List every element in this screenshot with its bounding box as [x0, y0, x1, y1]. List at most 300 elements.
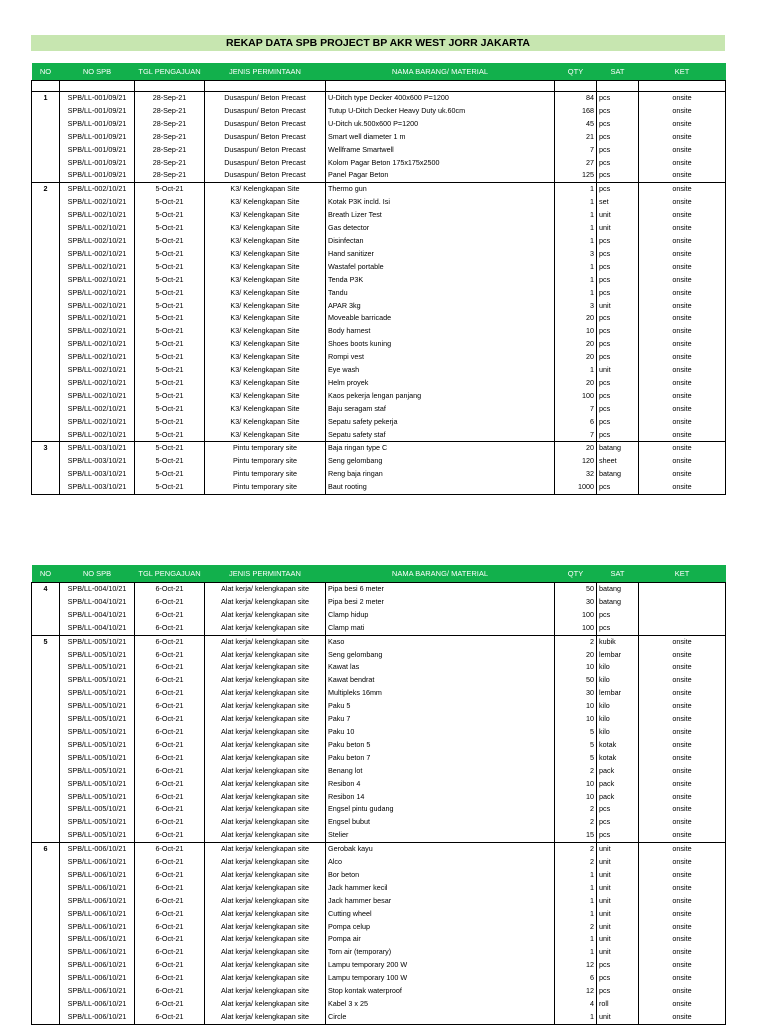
cell-no: 4: [32, 583, 60, 596]
cell-sat: pcs: [597, 803, 639, 816]
cell-jenis: Alat kerja/ kelengkapan site: [205, 856, 326, 869]
cell-no: 3: [32, 442, 60, 455]
cell-jenis: Dusaspun/ Beton Precast: [205, 118, 326, 131]
cell-no-spb: SPB/LL-001/09/21: [60, 157, 135, 170]
cell-ket: onsite: [639, 169, 726, 182]
cell-ket: [639, 622, 726, 635]
cell-tgl: 6-Oct-21: [135, 739, 205, 752]
cell-nama-barang: Pipa besi 6 meter: [326, 583, 555, 596]
cell-qty: 2: [555, 765, 597, 778]
cell-tgl: 6-Oct-21: [135, 726, 205, 739]
cell-ket: onsite: [639, 390, 726, 403]
table-row: [32, 468, 726, 481]
cell-sat: pcs: [597, 235, 639, 248]
cell-no-spb: SPB/LL-004/10/21: [60, 583, 135, 596]
cell-ket: onsite: [639, 403, 726, 416]
cell-sat: pcs: [597, 248, 639, 261]
table-row: [32, 92, 726, 105]
cell-nama-barang: Thermo gun: [326, 183, 555, 196]
cell-no-spb: SPB/LL-004/10/21: [60, 622, 135, 635]
cell-no-spb: SPB/LL-002/10/21: [60, 312, 135, 325]
cell-qty: 32: [555, 468, 597, 481]
table-row: [32, 959, 726, 972]
cell-nama-barang: Hand sanitizer: [326, 248, 555, 261]
cell-tgl: 5-Oct-21: [135, 325, 205, 338]
cell-ket: onsite: [639, 468, 726, 481]
cell-no: [32, 300, 60, 313]
cell-jenis: Alat kerja/ kelengkapan site: [205, 583, 326, 596]
cell-tgl: 6-Oct-21: [135, 843, 205, 856]
cell-no-spb: SPB/LL-002/10/21: [60, 300, 135, 313]
table-row: [32, 635, 726, 648]
cell-jenis: Dusaspun/ Beton Precast: [205, 131, 326, 144]
table-row: [32, 416, 726, 429]
cell-sat: pcs: [597, 183, 639, 196]
cell-jenis: K3/ Kelengkapan Site: [205, 300, 326, 313]
cell-no-spb: SPB/LL-005/10/21: [60, 803, 135, 816]
table-row: [32, 985, 726, 998]
table-row: [32, 778, 726, 791]
cell-nama-barang: Benang lot: [326, 765, 555, 778]
cell-sat: pcs: [597, 338, 639, 351]
cell-no-spb: SPB/LL-005/10/21: [60, 700, 135, 713]
cell-sat: pcs: [597, 403, 639, 416]
cell-qty: 1: [555, 209, 597, 222]
cell-qty: 50: [555, 583, 597, 596]
cell-tgl: 6-Oct-21: [135, 649, 205, 662]
cell-ket: onsite: [639, 739, 726, 752]
cell-no: [32, 933, 60, 946]
cell-tgl: 6-Oct-21: [135, 661, 205, 674]
cell-nama-barang: Lampu temporary 200 W: [326, 959, 555, 972]
cell-jenis: K3/ Kelengkapan Site: [205, 274, 326, 287]
cell-sat: kotak: [597, 752, 639, 765]
table-row: [32, 338, 726, 351]
cell-sat: pcs: [597, 416, 639, 429]
cell-sat: pcs: [597, 261, 639, 274]
table-row: [32, 687, 726, 700]
header-sat: SAT: [597, 63, 639, 81]
cell-nama-barang: Jack hammer kecil: [326, 882, 555, 895]
cell-sat: pcs: [597, 169, 639, 182]
table-row: [32, 325, 726, 338]
spacer-cell: [135, 81, 205, 92]
cell-no-spb: SPB/LL-002/10/21: [60, 403, 135, 416]
cell-qty: 1: [555, 908, 597, 921]
cell-nama-barang: Shoes boots kuning: [326, 338, 555, 351]
table-row: [32, 455, 726, 468]
cell-jenis: K3/ Kelengkapan Site: [205, 196, 326, 209]
header-nama-barang: NAMA BARANG/ MATERIAL: [326, 63, 555, 81]
cell-no: [32, 972, 60, 985]
cell-no: [32, 338, 60, 351]
table-row: [32, 791, 726, 804]
cell-qty: 168: [555, 105, 597, 118]
cell-ket: onsite: [639, 674, 726, 687]
cell-ket: onsite: [639, 235, 726, 248]
table-row: [32, 856, 726, 869]
cell-sat: pcs: [597, 622, 639, 635]
table-row: [32, 169, 726, 182]
cell-qty: 2: [555, 635, 597, 648]
cell-no-spb: SPB/LL-001/09/21: [60, 105, 135, 118]
cell-qty: 1: [555, 261, 597, 274]
cell-sat: pcs: [597, 287, 639, 300]
cell-nama-barang: Seng gelombang: [326, 649, 555, 662]
cell-sat: pcs: [597, 816, 639, 829]
cell-no: [32, 946, 60, 959]
cell-nama-barang: Kotak P3K incld. Isi: [326, 196, 555, 209]
cell-sat: pcs: [597, 829, 639, 842]
cell-sat: unit: [597, 933, 639, 946]
cell-no-spb: SPB/LL-005/10/21: [60, 635, 135, 648]
cell-qty: 6: [555, 416, 597, 429]
cell-qty: 20: [555, 442, 597, 455]
cell-jenis: Alat kerja/ kelengkapan site: [205, 791, 326, 804]
cell-tgl: 6-Oct-21: [135, 700, 205, 713]
cell-ket: [639, 609, 726, 622]
cell-ket: onsite: [639, 726, 726, 739]
cell-qty: 1: [555, 196, 597, 209]
cell-jenis: Dusaspun/ Beton Precast: [205, 92, 326, 105]
table-row: [32, 364, 726, 377]
cell-tgl: 5-Oct-21: [135, 300, 205, 313]
table-row: [32, 803, 726, 816]
table-row: [32, 390, 726, 403]
cell-jenis: K3/ Kelengkapan Site: [205, 222, 326, 235]
cell-no-spb: SPB/LL-002/10/21: [60, 196, 135, 209]
table-row: [32, 765, 726, 778]
cell-jenis: Alat kerja/ kelengkapan site: [205, 687, 326, 700]
cell-tgl: 5-Oct-21: [135, 196, 205, 209]
cell-no: 6: [32, 843, 60, 856]
cell-nama-barang: Alco: [326, 856, 555, 869]
cell-tgl: 5-Oct-21: [135, 287, 205, 300]
table-row: [32, 105, 726, 118]
cell-no: [32, 816, 60, 829]
cell-jenis: K3/ Kelengkapan Site: [205, 235, 326, 248]
table-row: [32, 596, 726, 609]
table-row: [32, 933, 726, 946]
cell-no: [32, 118, 60, 131]
cell-no: [32, 609, 60, 622]
cell-sat: roll: [597, 998, 639, 1011]
cell-nama-barang: Stelier: [326, 829, 555, 842]
cell-no-spb: SPB/LL-002/10/21: [60, 209, 135, 222]
cell-tgl: 6-Oct-21: [135, 869, 205, 882]
spacer-cell: [205, 81, 326, 92]
cell-ket: onsite: [639, 222, 726, 235]
table-row: [32, 429, 726, 442]
cell-qty: 5: [555, 752, 597, 765]
cell-nama-barang: Clamp mati: [326, 622, 555, 635]
cell-no: [32, 364, 60, 377]
cell-tgl: 5-Oct-21: [135, 442, 205, 455]
cell-jenis: Alat kerja/ kelengkapan site: [205, 649, 326, 662]
table-row: [32, 481, 726, 494]
cell-sat: pcs: [597, 105, 639, 118]
table-row: [32, 908, 726, 921]
cell-tgl: 5-Oct-21: [135, 338, 205, 351]
cell-jenis: Alat kerja/ kelengkapan site: [205, 895, 326, 908]
cell-tgl: 5-Oct-21: [135, 312, 205, 325]
cell-sat: pcs: [597, 985, 639, 998]
cell-nama-barang: Baut rooting: [326, 481, 555, 494]
cell-jenis: Alat kerja/ kelengkapan site: [205, 816, 326, 829]
cell-no: [32, 882, 60, 895]
cell-sat: pcs: [597, 312, 639, 325]
cell-sat: kilo: [597, 713, 639, 726]
cell-no-spb: SPB/LL-003/10/21: [60, 481, 135, 494]
table-row: [32, 183, 726, 196]
table-header-row: [32, 565, 726, 583]
cell-no: [32, 596, 60, 609]
cell-no: [32, 144, 60, 157]
table-row: [32, 700, 726, 713]
cell-jenis: Alat kerja/ kelengkapan site: [205, 882, 326, 895]
cell-no: [32, 674, 60, 687]
cell-jenis: K3/ Kelengkapan Site: [205, 287, 326, 300]
cell-qty: 12: [555, 959, 597, 972]
cell-ket: onsite: [639, 209, 726, 222]
cell-no: [32, 274, 60, 287]
cell-no-spb: SPB/LL-006/10/21: [60, 856, 135, 869]
cell-qty: 30: [555, 596, 597, 609]
cell-no-spb: SPB/LL-006/10/21: [60, 869, 135, 882]
table-row: [32, 649, 726, 662]
cell-no-spb: SPB/LL-005/10/21: [60, 739, 135, 752]
cell-no: [32, 687, 60, 700]
header-qty: QTY: [555, 565, 597, 583]
cell-nama-barang: Clamp hidup: [326, 609, 555, 622]
cell-sat: pack: [597, 765, 639, 778]
cell-no-spb: SPB/LL-002/10/21: [60, 261, 135, 274]
cell-no-spb: SPB/LL-002/10/21: [60, 287, 135, 300]
cell-nama-barang: Tenda P3K: [326, 274, 555, 287]
table-row: [32, 261, 726, 274]
cell-jenis: Dusaspun/ Beton Precast: [205, 169, 326, 182]
cell-qty: 1: [555, 895, 597, 908]
cell-ket: onsite: [639, 429, 726, 442]
cell-ket: onsite: [639, 829, 726, 842]
cell-nama-barang: Kaos pekerja lengan panjang: [326, 390, 555, 403]
cell-no: [32, 169, 60, 182]
cell-no: [32, 829, 60, 842]
cell-nama-barang: Seng gelombang: [326, 455, 555, 468]
cell-ket: onsite: [639, 183, 726, 196]
cell-tgl: 5-Oct-21: [135, 377, 205, 390]
cell-no: [32, 739, 60, 752]
cell-nama-barang: Resibon 14: [326, 791, 555, 804]
cell-no: [32, 235, 60, 248]
header-ket: KET: [639, 63, 726, 81]
cell-sat: kotak: [597, 739, 639, 752]
cell-nama-barang: Rompi vest: [326, 351, 555, 364]
cell-sat: unit: [597, 222, 639, 235]
cell-qty: 12: [555, 985, 597, 998]
cell-tgl: 5-Oct-21: [135, 364, 205, 377]
cell-nama-barang: U-Ditch type Decker 400x600 P=1200: [326, 92, 555, 105]
cell-qty: 2: [555, 921, 597, 934]
cell-sat: sheet: [597, 455, 639, 468]
cell-qty: 10: [555, 661, 597, 674]
header-jenis-permintaan: JENIS PERMINTAAN: [205, 63, 326, 81]
spb-table-2: [31, 565, 726, 1025]
cell-nama-barang: U-Ditch uk.500x600 P=1200: [326, 118, 555, 131]
cell-qty: 5: [555, 739, 597, 752]
table-row: [32, 287, 726, 300]
cell-jenis: Pintu temporary site: [205, 481, 326, 494]
table-row: [32, 131, 726, 144]
spacer-cell: [639, 81, 726, 92]
cell-no: [32, 248, 60, 261]
cell-no-spb: SPB/LL-002/10/21: [60, 274, 135, 287]
cell-no-spb: SPB/LL-002/10/21: [60, 377, 135, 390]
cell-ket: onsite: [639, 157, 726, 170]
cell-jenis: K3/ Kelengkapan Site: [205, 248, 326, 261]
table-row: [32, 248, 726, 261]
cell-tgl: 6-Oct-21: [135, 1011, 205, 1024]
cell-sat: pcs: [597, 92, 639, 105]
table-row: [32, 274, 726, 287]
cell-tgl: 5-Oct-21: [135, 429, 205, 442]
cell-tgl: 5-Oct-21: [135, 209, 205, 222]
cell-nama-barang: Bor beton: [326, 869, 555, 882]
cell-jenis: Dusaspun/ Beton Precast: [205, 144, 326, 157]
cell-ket: onsite: [639, 985, 726, 998]
cell-jenis: K3/ Kelengkapan Site: [205, 377, 326, 390]
cell-no: 2: [32, 183, 60, 196]
cell-jenis: Alat kerja/ kelengkapan site: [205, 921, 326, 934]
cell-nama-barang: Paku beton 7: [326, 752, 555, 765]
cell-ket: onsite: [639, 908, 726, 921]
cell-no: 5: [32, 635, 60, 648]
cell-sat: pcs: [597, 972, 639, 985]
cell-jenis: Alat kerja/ kelengkapan site: [205, 635, 326, 648]
cell-no-spb: SPB/LL-001/09/21: [60, 131, 135, 144]
cell-ket: onsite: [639, 377, 726, 390]
cell-tgl: 6-Oct-21: [135, 946, 205, 959]
cell-jenis: Alat kerja/ kelengkapan site: [205, 700, 326, 713]
cell-jenis: Alat kerja/ kelengkapan site: [205, 946, 326, 959]
cell-no-spb: SPB/LL-002/10/21: [60, 183, 135, 196]
cell-tgl: 5-Oct-21: [135, 468, 205, 481]
cell-qty: 7: [555, 403, 597, 416]
cell-ket: onsite: [639, 312, 726, 325]
cell-tgl: 28-Sep-21: [135, 105, 205, 118]
cell-nama-barang: Multipleks 16mm: [326, 687, 555, 700]
cell-jenis: Alat kerja/ kelengkapan site: [205, 843, 326, 856]
cell-nama-barang: Wastafel portable: [326, 261, 555, 274]
cell-no: [32, 895, 60, 908]
cell-tgl: 28-Sep-21: [135, 157, 205, 170]
header-jenis-permintaan: JENIS PERMINTAAN: [205, 565, 326, 583]
cell-no: [32, 791, 60, 804]
cell-no-spb: SPB/LL-005/10/21: [60, 752, 135, 765]
cell-no: [32, 403, 60, 416]
cell-no: [32, 908, 60, 921]
cell-ket: [639, 583, 726, 596]
cell-qty: 10: [555, 700, 597, 713]
cell-qty: 20: [555, 312, 597, 325]
cell-jenis: Alat kerja/ kelengkapan site: [205, 908, 326, 921]
cell-ket: onsite: [639, 118, 726, 131]
cell-no: [32, 481, 60, 494]
cell-qty: 50: [555, 674, 597, 687]
table-row: [32, 882, 726, 895]
cell-no: [32, 869, 60, 882]
cell-tgl: 28-Sep-21: [135, 118, 205, 131]
cell-jenis: Pintu temporary site: [205, 455, 326, 468]
cell-tgl: 6-Oct-21: [135, 921, 205, 934]
cell-tgl: 5-Oct-21: [135, 274, 205, 287]
header-nama-barang: NAMA BARANG/ MATERIAL: [326, 565, 555, 583]
header-tgl-pengajuan: TGL PENGAJUAN: [135, 565, 205, 583]
cell-jenis: Alat kerja/ kelengkapan site: [205, 765, 326, 778]
cell-qty: 1: [555, 222, 597, 235]
cell-ket: onsite: [639, 196, 726, 209]
cell-nama-barang: Baja ringan type C: [326, 442, 555, 455]
cell-tgl: 6-Oct-21: [135, 829, 205, 842]
cell-nama-barang: Eye wash: [326, 364, 555, 377]
cell-tgl: 6-Oct-21: [135, 816, 205, 829]
cell-no-spb: SPB/LL-005/10/21: [60, 791, 135, 804]
cell-tgl: 6-Oct-21: [135, 687, 205, 700]
table-row: [32, 144, 726, 157]
cell-sat: pcs: [597, 429, 639, 442]
cell-tgl: 6-Oct-21: [135, 596, 205, 609]
cell-ket: onsite: [639, 287, 726, 300]
cell-tgl: 5-Oct-21: [135, 455, 205, 468]
cell-sat: unit: [597, 869, 639, 882]
cell-nama-barang: Engsel bubut: [326, 816, 555, 829]
cell-tgl: 5-Oct-21: [135, 416, 205, 429]
cell-qty: 10: [555, 791, 597, 804]
cell-qty: 10: [555, 778, 597, 791]
cell-ket: onsite: [639, 816, 726, 829]
cell-no-spb: SPB/LL-005/10/21: [60, 687, 135, 700]
cell-nama-barang: Body harnest: [326, 325, 555, 338]
table-row: [32, 752, 726, 765]
cell-no-spb: SPB/LL-004/10/21: [60, 596, 135, 609]
cell-nama-barang: Panel Pagar Beton: [326, 169, 555, 182]
cell-qty: 1: [555, 274, 597, 287]
cell-no-spb: SPB/LL-006/10/21: [60, 843, 135, 856]
cell-nama-barang: Kabel 3 x 25: [326, 998, 555, 1011]
cell-jenis: K3/ Kelengkapan Site: [205, 183, 326, 196]
cell-tgl: 6-Oct-21: [135, 882, 205, 895]
cell-tgl: 6-Oct-21: [135, 985, 205, 998]
cell-sat: unit: [597, 882, 639, 895]
cell-nama-barang: Stop kontak waterproof: [326, 985, 555, 998]
cell-jenis: K3/ Kelengkapan Site: [205, 312, 326, 325]
cell-no: [32, 157, 60, 170]
cell-no-spb: SPB/LL-006/10/21: [60, 1011, 135, 1024]
table-row: [32, 843, 726, 856]
spacer-cell: [555, 81, 597, 92]
cell-no: [32, 998, 60, 1011]
cell-qty: 84: [555, 92, 597, 105]
cell-sat: unit: [597, 1011, 639, 1024]
table-row: [32, 674, 726, 687]
cell-no-spb: SPB/LL-006/10/21: [60, 998, 135, 1011]
cell-tgl: 6-Oct-21: [135, 674, 205, 687]
cell-jenis: Alat kerja/ kelengkapan site: [205, 596, 326, 609]
cell-sat: kilo: [597, 726, 639, 739]
cell-jenis: Alat kerja/ kelengkapan site: [205, 829, 326, 842]
table-row: [32, 312, 726, 325]
cell-no: [32, 1011, 60, 1024]
